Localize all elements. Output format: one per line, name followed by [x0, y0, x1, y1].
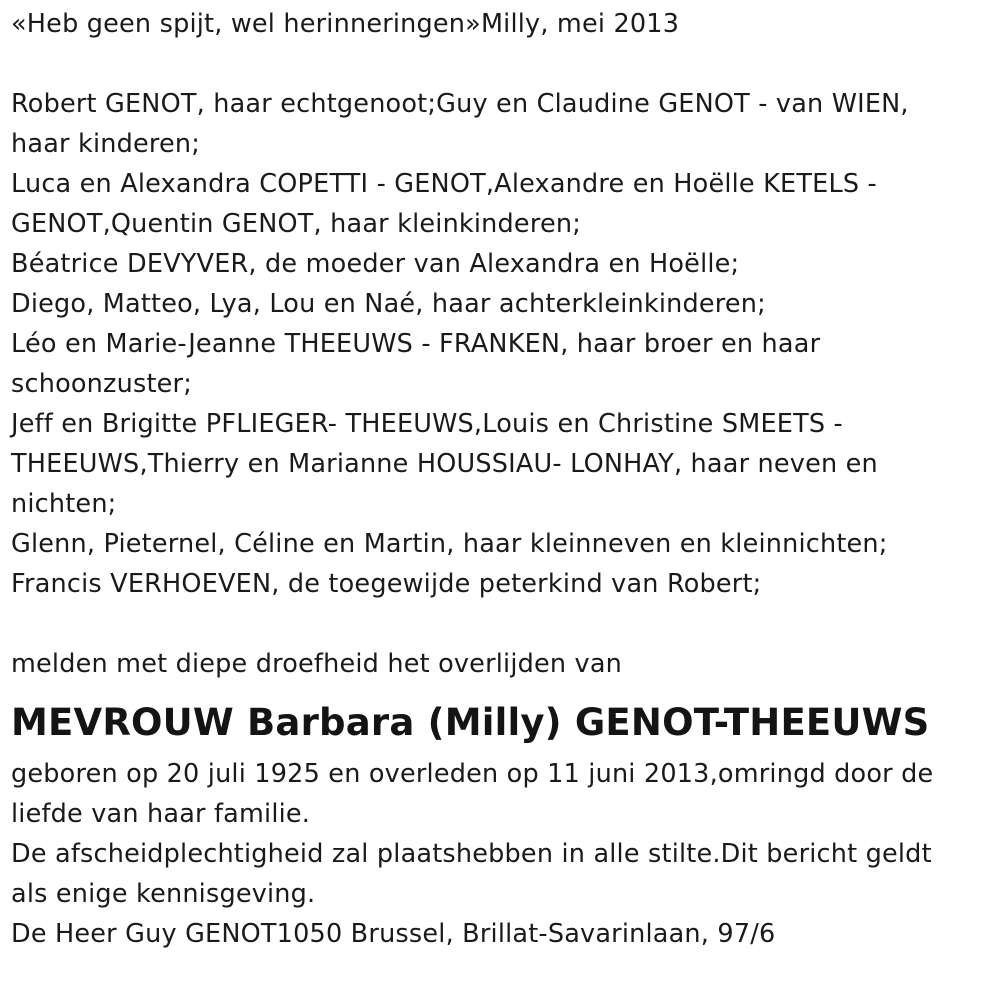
family-line: GENOT,Quentin GENOT, haar kleinkinderen; [11, 209, 581, 239]
family-line: Béatrice DEVYVER, de moeder van Alexandra en Hoëlle; [11, 249, 740, 279]
family-line: Léo en Marie-Jeanne THEEUWS - FRANKEN, haar broer en haar [11, 329, 821, 359]
contact-address: De Heer Guy GENOT1050 Brussel, Brillat-Savarinlaan, 97/6 [11, 919, 776, 949]
family-line: Jeff en Brigitte PFLIEGER- THEEUWS,Louis en Christine SMEETS - [11, 409, 843, 439]
spacer [11, 44, 991, 84]
family-line: Diego, Matteo, Lya, Lou en Naé, haar achterkleinkinderen; [11, 289, 766, 319]
detail-line: De afscheidplechtigheid zal plaatshebben in alle stilte.Dit bericht geldt [11, 839, 932, 869]
family-line: Luca en Alexandra COPETTI - GENOT,Alexandre en Hoëlle KETELS - [11, 169, 877, 199]
family-list [11, 84, 991, 604]
detail-line: geboren op 20 juli 1925 en overleden op 11 juni 2013,omringd door de [11, 759, 934, 789]
family-line: Glenn, Pieternel, Céline en Martin, haar kleinneven en kleinnichten; [11, 529, 888, 559]
obituary-notice [11, 4, 991, 954]
family-line: Robert GENOT, haar echtgenoot;Guy en Claudine GENOT - van WIEN, [11, 89, 909, 119]
spacer [11, 604, 991, 644]
family-line: nichten; [11, 489, 117, 519]
motto-quote: «Heb geen spijt, wel herinneringen»Milly, mei 2013 [11, 9, 680, 39]
family-line: schoonzuster; [11, 369, 193, 399]
announcement-text: melden met diepe droefheid het overlijden van [11, 649, 623, 679]
family-line: haar kinderen; [11, 129, 201, 159]
family-line: Francis VERHOEVEN, de toegewijde peterkind van Robert; [11, 569, 762, 599]
detail-line: als enige kennisgeving. [11, 879, 316, 909]
family-line: THEEUWS,Thierry en Marianne HOUSSIAU- LONHAY, haar neven en [11, 449, 878, 479]
deceased-name-heading: MEVROUW Barbara (Milly) GENOT-THEEUWS [11, 701, 930, 744]
detail-list [11, 754, 991, 954]
detail-line: liefde van haar familie. [11, 799, 311, 829]
